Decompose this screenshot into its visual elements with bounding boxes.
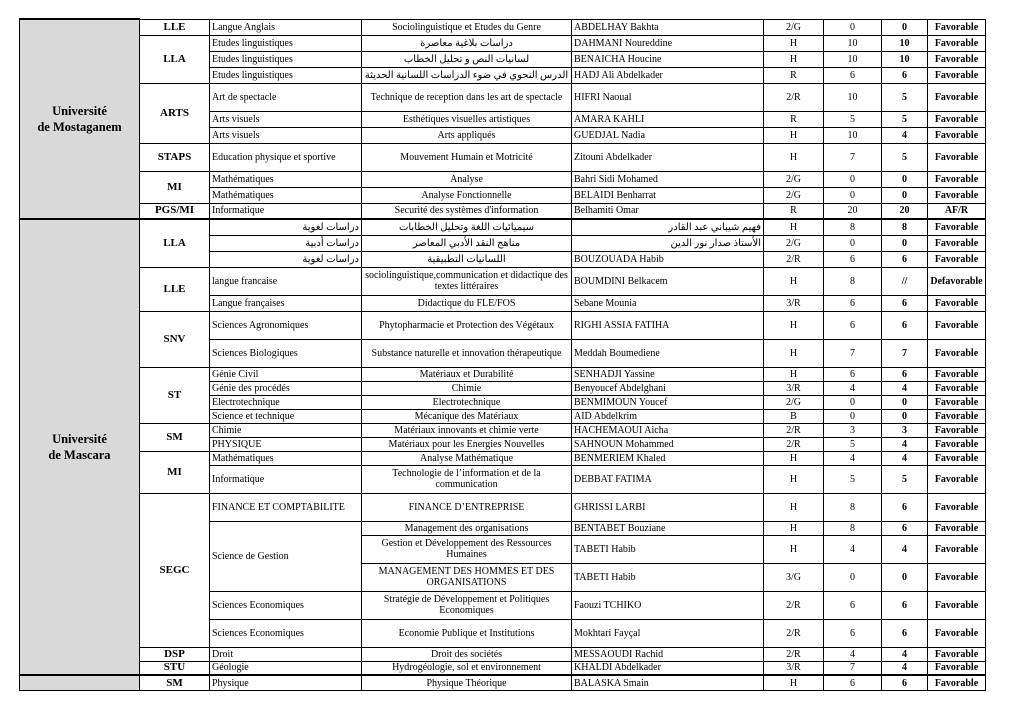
granted-cell: 6 bbox=[882, 675, 928, 691]
university-name-line1: Université bbox=[52, 104, 107, 118]
grade-cell: H bbox=[764, 143, 824, 171]
granted-cell: 5 bbox=[882, 465, 928, 493]
grade-cell: H bbox=[764, 675, 824, 691]
grade-cell: 2/G bbox=[764, 235, 824, 251]
decision-cell: Favorable bbox=[928, 51, 986, 67]
requested-cell: 4 bbox=[824, 451, 882, 465]
grade-cell: R bbox=[764, 111, 824, 127]
domain-cell: Langue Anglais bbox=[210, 19, 362, 35]
theme-cell: Analyse bbox=[362, 171, 572, 187]
requested-cell: 7 bbox=[824, 143, 882, 171]
granted-cell: 4 bbox=[882, 381, 928, 395]
granted-cell: 0 bbox=[882, 563, 928, 591]
granted-cell: 4 bbox=[882, 661, 928, 675]
theme-cell: لسانيات النص و تحليل الخطاب bbox=[362, 51, 572, 67]
granted-cell: 4 bbox=[882, 535, 928, 563]
theme-cell: Mouvement Humain et Motricité bbox=[362, 143, 572, 171]
theme-cell: Technologie de l’information et de la communication bbox=[362, 465, 572, 493]
requested-cell: 6 bbox=[824, 591, 882, 619]
granted-cell: 8 bbox=[882, 219, 928, 235]
decision-cell: Defavorable bbox=[928, 267, 986, 295]
faculty-code: MI bbox=[140, 451, 210, 493]
faculty-code: ARTS bbox=[140, 83, 210, 143]
candidate-cell: BELAIDI Benharrat bbox=[572, 187, 764, 203]
grade-cell: H bbox=[764, 465, 824, 493]
requested-cell: 0 bbox=[824, 563, 882, 591]
requested-cell: 8 bbox=[824, 267, 882, 295]
requested-cell: 5 bbox=[824, 111, 882, 127]
requested-cell: 6 bbox=[824, 295, 882, 311]
decision-cell: Favorable bbox=[928, 251, 986, 267]
requested-cell: 6 bbox=[824, 251, 882, 267]
domain-cell: Géologie bbox=[210, 661, 362, 675]
candidate-cell: الأستاذ صدار نور الدين bbox=[572, 235, 764, 251]
granted-cell: 6 bbox=[882, 295, 928, 311]
theme-cell: Matériaux pour les Energies Nouvelles bbox=[362, 437, 572, 451]
requested-cell: 8 bbox=[824, 521, 882, 535]
table-row bbox=[20, 451, 986, 465]
theme-cell: اللسانيات التطبيقية bbox=[362, 251, 572, 267]
candidate-cell: ABDELHAY Bakhta bbox=[572, 19, 764, 35]
grade-cell: 2/R bbox=[764, 83, 824, 111]
domain-cell: Etudes linguistiques bbox=[210, 51, 362, 67]
domain-cell: Mathématiques bbox=[210, 451, 362, 465]
theme-cell: Management des organisations bbox=[362, 521, 572, 535]
theme-cell: Analyse Mathématique bbox=[362, 451, 572, 465]
granted-cell: 6 bbox=[882, 367, 928, 381]
requested-cell: 0 bbox=[824, 409, 882, 423]
theme-cell: Securité des systèmes d'information bbox=[362, 203, 572, 219]
table-row bbox=[20, 219, 986, 235]
faculty-code: LLE bbox=[140, 267, 210, 311]
decision-cell: Favorable bbox=[928, 311, 986, 339]
decision-cell: Favorable bbox=[928, 143, 986, 171]
requested-cell: 6 bbox=[824, 675, 882, 691]
granted-cell: 6 bbox=[882, 619, 928, 647]
granted-cell: 0 bbox=[882, 395, 928, 409]
theme-cell: Sociolinguistique et Etudes du Genre bbox=[362, 19, 572, 35]
decision-cell: Favorable bbox=[928, 423, 986, 437]
domain-cell: Arts visuels bbox=[210, 111, 362, 127]
university-name-line2: de Mostaganem bbox=[37, 120, 122, 134]
granted-cell: 6 bbox=[882, 251, 928, 267]
grade-cell: 3/G bbox=[764, 563, 824, 591]
granted-cell: 6 bbox=[882, 521, 928, 535]
domain-cell: Science et technique bbox=[210, 409, 362, 423]
grade-cell: 2/G bbox=[764, 19, 824, 35]
table-row bbox=[20, 675, 986, 691]
domain-cell: Langue françaises bbox=[210, 295, 362, 311]
table-row bbox=[20, 19, 986, 35]
decision-cell: Favorable bbox=[928, 661, 986, 675]
decision-cell: Favorable bbox=[928, 465, 986, 493]
requested-cell: 0 bbox=[824, 171, 882, 187]
grade-cell: 3/R bbox=[764, 295, 824, 311]
granted-cell: 4 bbox=[882, 127, 928, 143]
granted-cell: 3 bbox=[882, 423, 928, 437]
requested-cell: 10 bbox=[824, 83, 882, 111]
decision-cell: Favorable bbox=[928, 235, 986, 251]
requested-cell: 0 bbox=[824, 235, 882, 251]
candidate-cell: KHALDI Abdelkader bbox=[572, 661, 764, 675]
domain-cell: Science de Gestion bbox=[210, 521, 362, 591]
faculty-code: SM bbox=[140, 675, 210, 691]
requested-cell: 10 bbox=[824, 35, 882, 51]
granted-cell: 7 bbox=[882, 339, 928, 367]
candidate-cell: DAHMANI Noureddine bbox=[572, 35, 764, 51]
university-name bbox=[20, 675, 140, 691]
candidate-cell: RIGHI ASSIA FATIHA bbox=[572, 311, 764, 339]
domain-cell: PHYSIQUE bbox=[210, 437, 362, 451]
candidate-cell: HADJ Ali Abdelkader bbox=[572, 67, 764, 83]
domain-cell: Droit bbox=[210, 647, 362, 661]
candidate-cell: BOUMDINI Belkacem bbox=[572, 267, 764, 295]
decision-cell: Favorable bbox=[928, 675, 986, 691]
requested-cell: 5 bbox=[824, 437, 882, 451]
requested-cell: 6 bbox=[824, 619, 882, 647]
granted-cell: // bbox=[882, 267, 928, 295]
grade-cell: 3/R bbox=[764, 661, 824, 675]
grade-cell: B bbox=[764, 409, 824, 423]
requested-cell: 6 bbox=[824, 67, 882, 83]
university-name-line2: de Mascara bbox=[48, 448, 111, 462]
candidate-cell: BOUZOUADA Habib bbox=[572, 251, 764, 267]
requested-cell: 8 bbox=[824, 493, 882, 521]
decision-cell: Favorable bbox=[928, 535, 986, 563]
decision-cell: Favorable bbox=[928, 187, 986, 203]
domain-cell: Physique bbox=[210, 675, 362, 691]
granted-cell: 0 bbox=[882, 235, 928, 251]
requested-cell: 10 bbox=[824, 127, 882, 143]
domain-cell: Etudes linguistiques bbox=[210, 67, 362, 83]
faculty-code: LLE bbox=[140, 19, 210, 35]
candidate-cell: Meddah Boumediene bbox=[572, 339, 764, 367]
candidate-cell: Mokhtari Fayçal bbox=[572, 619, 764, 647]
theme-cell: FINANCE D’ENTREPRISE bbox=[362, 493, 572, 521]
requested-cell: 0 bbox=[824, 187, 882, 203]
candidate-cell: Zitouni Abdelkader bbox=[572, 143, 764, 171]
grade-cell: H bbox=[764, 535, 824, 563]
table-row bbox=[20, 661, 986, 675]
domain-cell: Sciences Agronomiques bbox=[210, 311, 362, 339]
candidate-cell: BENMERIEM Khaled bbox=[572, 451, 764, 465]
decision-cell: Favorable bbox=[928, 591, 986, 619]
requested-cell: 0 bbox=[824, 19, 882, 35]
decision-cell: Favorable bbox=[928, 111, 986, 127]
requested-cell: 7 bbox=[824, 661, 882, 675]
decisions-table bbox=[19, 18, 986, 691]
faculty-code: SNV bbox=[140, 311, 210, 367]
grade-cell: H bbox=[764, 311, 824, 339]
grade-cell: 2/R bbox=[764, 647, 824, 661]
granted-cell: 6 bbox=[882, 493, 928, 521]
domain-cell: Arts visuels bbox=[210, 127, 362, 143]
theme-cell: Didactique du FLE/FOS bbox=[362, 295, 572, 311]
table-row bbox=[20, 493, 986, 521]
granted-cell: 10 bbox=[882, 51, 928, 67]
table-row bbox=[20, 203, 986, 219]
domain-cell: Génie des procédés bbox=[210, 381, 362, 395]
faculty-code: SEGC bbox=[140, 493, 210, 647]
theme-cell: Economie Publique et Institutions bbox=[362, 619, 572, 647]
granted-cell: 4 bbox=[882, 451, 928, 465]
grade-cell: 2/R bbox=[764, 619, 824, 647]
domain-cell: Etudes linguistiques bbox=[210, 35, 362, 51]
theme-cell: Physique Théorique bbox=[362, 675, 572, 691]
grade-cell: R bbox=[764, 203, 824, 219]
domain-cell: دراسات لغوية bbox=[210, 219, 362, 235]
decision-cell: Favorable bbox=[928, 19, 986, 35]
domain-cell: Education physique et sportive bbox=[210, 143, 362, 171]
candidate-cell: TABETI Habib bbox=[572, 563, 764, 591]
requested-cell: 20 bbox=[824, 203, 882, 219]
theme-cell: Technique de reception dans les art de spectacle bbox=[362, 83, 572, 111]
domain-cell: Sciences Economiques bbox=[210, 619, 362, 647]
decision-cell: Favorable bbox=[928, 437, 986, 451]
decision-cell: Favorable bbox=[928, 127, 986, 143]
decision-cell: Favorable bbox=[928, 35, 986, 51]
decision-cell: Favorable bbox=[928, 83, 986, 111]
theme-cell: Substance naturelle et innovation thérapeutique bbox=[362, 339, 572, 367]
candidate-cell: SENHADJI Yassine bbox=[572, 367, 764, 381]
granted-cell: 0 bbox=[882, 171, 928, 187]
faculty-code: LLA bbox=[140, 35, 210, 83]
faculty-code: STU bbox=[140, 661, 210, 675]
decision-cell: Favorable bbox=[928, 219, 986, 235]
theme-cell: سيميائيات اللغة وتحليل الخطابات bbox=[362, 219, 572, 235]
candidate-cell: BENAICHA Houcine bbox=[572, 51, 764, 67]
theme-cell: Electrotechnique bbox=[362, 395, 572, 409]
university-name bbox=[20, 19, 140, 219]
table-row bbox=[20, 423, 986, 437]
domain-cell: Chimie bbox=[210, 423, 362, 437]
grade-cell: H bbox=[764, 521, 824, 535]
theme-cell: Stratégie de Développement et Politiques Economiques bbox=[362, 591, 572, 619]
requested-cell: 4 bbox=[824, 535, 882, 563]
grade-cell: 2/R bbox=[764, 591, 824, 619]
granted-cell: 0 bbox=[882, 19, 928, 35]
requested-cell: 4 bbox=[824, 381, 882, 395]
domain-cell: FINANCE ET COMPTABILITE bbox=[210, 493, 362, 521]
granted-cell: 20 bbox=[882, 203, 928, 219]
theme-cell: Esthétiques visuelles artistiques bbox=[362, 111, 572, 127]
candidate-cell: BALASKA Smain bbox=[572, 675, 764, 691]
grade-cell: 2/G bbox=[764, 395, 824, 409]
domain-cell: Art de spectacle bbox=[210, 83, 362, 111]
requested-cell: 5 bbox=[824, 465, 882, 493]
decision-cell: Favorable bbox=[928, 171, 986, 187]
decision-cell: Favorable bbox=[928, 451, 986, 465]
faculty-code: PGS/MI bbox=[140, 203, 210, 219]
decision-cell: Favorable bbox=[928, 521, 986, 535]
candidate-cell: Belhamiti Omar bbox=[572, 203, 764, 219]
candidate-cell: Sebane Mounia bbox=[572, 295, 764, 311]
candidate-cell: Faouzi TCHIKO bbox=[572, 591, 764, 619]
granted-cell: 6 bbox=[882, 311, 928, 339]
candidate-cell: فهيم شيباني عبد القادر bbox=[572, 219, 764, 235]
decision-cell: Favorable bbox=[928, 395, 986, 409]
faculty-code: DSP bbox=[140, 647, 210, 661]
theme-cell: Chimie bbox=[362, 381, 572, 395]
requested-cell: 3 bbox=[824, 423, 882, 437]
decision-cell: Favorable bbox=[928, 381, 986, 395]
domain-cell: langue francaise bbox=[210, 267, 362, 295]
faculty-code: STAPS bbox=[140, 143, 210, 171]
domain-cell: Sciences Biologiques bbox=[210, 339, 362, 367]
domain-cell: Génie Civil bbox=[210, 367, 362, 381]
faculty-code: LLA bbox=[140, 219, 210, 267]
grade-cell: 2/G bbox=[764, 187, 824, 203]
granted-cell: 6 bbox=[882, 591, 928, 619]
domain-cell: Sciences Economiques bbox=[210, 591, 362, 619]
grade-cell: H bbox=[764, 219, 824, 235]
granted-cell: 5 bbox=[882, 83, 928, 111]
grade-cell: H bbox=[764, 51, 824, 67]
theme-cell: Droit des sociétés bbox=[362, 647, 572, 661]
candidate-cell: HACHEMAOUI Aicha bbox=[572, 423, 764, 437]
candidate-cell: HIFRI Naoual bbox=[572, 83, 764, 111]
theme-cell: Matériaux innovants et chimie verte bbox=[362, 423, 572, 437]
domain-cell: Informatique bbox=[210, 465, 362, 493]
grade-cell: 2/R bbox=[764, 437, 824, 451]
decision-cell: Favorable bbox=[928, 339, 986, 367]
requested-cell: 10 bbox=[824, 51, 882, 67]
granted-cell: 4 bbox=[882, 437, 928, 451]
table-row bbox=[20, 267, 986, 295]
granted-cell: 4 bbox=[882, 647, 928, 661]
grade-cell: 2/G bbox=[764, 171, 824, 187]
granted-cell: 6 bbox=[882, 67, 928, 83]
theme-cell: Analyse Fonctionnelle bbox=[362, 187, 572, 203]
decision-cell: Favorable bbox=[928, 409, 986, 423]
theme-cell: Arts appliqués bbox=[362, 127, 572, 143]
decision-cell: Favorable bbox=[928, 619, 986, 647]
grade-cell: H bbox=[764, 339, 824, 367]
granted-cell: 5 bbox=[882, 143, 928, 171]
grade-cell: H bbox=[764, 127, 824, 143]
decision-cell: Favorable bbox=[928, 67, 986, 83]
candidate-cell: TABETI Habib bbox=[572, 535, 764, 563]
decision-cell: Favorable bbox=[928, 493, 986, 521]
faculty-code: ST bbox=[140, 367, 210, 423]
grade-cell: H bbox=[764, 35, 824, 51]
table-row bbox=[20, 35, 986, 51]
theme-cell: Mécanique des Matériaux bbox=[362, 409, 572, 423]
granted-cell: 0 bbox=[882, 409, 928, 423]
theme-cell: Phytopharmacie et Protection des Végétaux bbox=[362, 311, 572, 339]
requested-cell: 0 bbox=[824, 395, 882, 409]
candidate-cell: DEBBAT FATIMA bbox=[572, 465, 764, 493]
decisions-table-container bbox=[19, 18, 985, 691]
granted-cell: 10 bbox=[882, 35, 928, 51]
decision-cell: AF/R bbox=[928, 203, 986, 219]
grade-cell: 3/R bbox=[764, 381, 824, 395]
grade-cell: H bbox=[764, 367, 824, 381]
candidate-cell: Benyoucef Abdelghani bbox=[572, 381, 764, 395]
candidate-cell: Bahri Sidi Mohamed bbox=[572, 171, 764, 187]
decision-cell: Favorable bbox=[928, 367, 986, 381]
candidate-cell: BENTABET Bouziane bbox=[572, 521, 764, 535]
grade-cell: H bbox=[764, 451, 824, 465]
domain-cell: Mathématiques bbox=[210, 171, 362, 187]
candidate-cell: GUEDJAL Nadia bbox=[572, 127, 764, 143]
requested-cell: 6 bbox=[824, 367, 882, 381]
grade-cell: H bbox=[764, 267, 824, 295]
table-row bbox=[20, 311, 986, 339]
candidate-cell: SAHNOUN Mohammed bbox=[572, 437, 764, 451]
requested-cell: 4 bbox=[824, 647, 882, 661]
table-row bbox=[20, 647, 986, 661]
theme-cell: sociolinguistique,communication et didactique des textes littéraires bbox=[362, 267, 572, 295]
requested-cell: 8 bbox=[824, 219, 882, 235]
theme-cell: دراسات بلاغية معاصرة bbox=[362, 35, 572, 51]
table-row bbox=[20, 171, 986, 187]
decision-cell: Favorable bbox=[928, 647, 986, 661]
candidate-cell: AID Abdelkrim bbox=[572, 409, 764, 423]
domain-cell: Informatique bbox=[210, 203, 362, 219]
granted-cell: 0 bbox=[882, 187, 928, 203]
granted-cell: 5 bbox=[882, 111, 928, 127]
table-row bbox=[20, 83, 986, 111]
university-name bbox=[20, 219, 140, 675]
candidate-cell: GHRISSI LARBI bbox=[572, 493, 764, 521]
decision-cell: Favorable bbox=[928, 563, 986, 591]
domain-cell: Electrotechnique bbox=[210, 395, 362, 409]
university-name-line1: Université bbox=[52, 432, 107, 446]
theme-cell: Hydrogéologie, sol et environnement bbox=[362, 661, 572, 675]
faculty-code: MI bbox=[140, 171, 210, 203]
theme-cell: MANAGEMENT DES HOMMES ET DES ORGANISATIONS bbox=[362, 563, 572, 591]
theme-cell: الدرس النحوي في ضوء الدراسات اللسانية الحديثة bbox=[362, 67, 572, 83]
decision-cell: Favorable bbox=[928, 295, 986, 311]
theme-cell: مناهج النقد الأدبي المعاصر bbox=[362, 235, 572, 251]
grade-cell: 2/R bbox=[764, 423, 824, 437]
candidate-cell: AMARA KAHLI bbox=[572, 111, 764, 127]
candidate-cell: MESSAOUDI Rachid bbox=[572, 647, 764, 661]
grade-cell: R bbox=[764, 67, 824, 83]
theme-cell: Gestion et Développement des Ressources Humaines bbox=[362, 535, 572, 563]
domain-cell: دراسات أدبية bbox=[210, 235, 362, 251]
theme-cell: Matériaux et Durabilité bbox=[362, 367, 572, 381]
table-row bbox=[20, 367, 986, 381]
candidate-cell: BENMIMOUN Youcef bbox=[572, 395, 764, 409]
domain-cell: Mathématiques bbox=[210, 187, 362, 203]
requested-cell: 7 bbox=[824, 339, 882, 367]
grade-cell: H bbox=[764, 493, 824, 521]
faculty-code: SM bbox=[140, 423, 210, 451]
domain-cell: دراسات لغوية bbox=[210, 251, 362, 267]
table-row bbox=[20, 143, 986, 171]
requested-cell: 6 bbox=[824, 311, 882, 339]
grade-cell: 2/R bbox=[764, 251, 824, 267]
